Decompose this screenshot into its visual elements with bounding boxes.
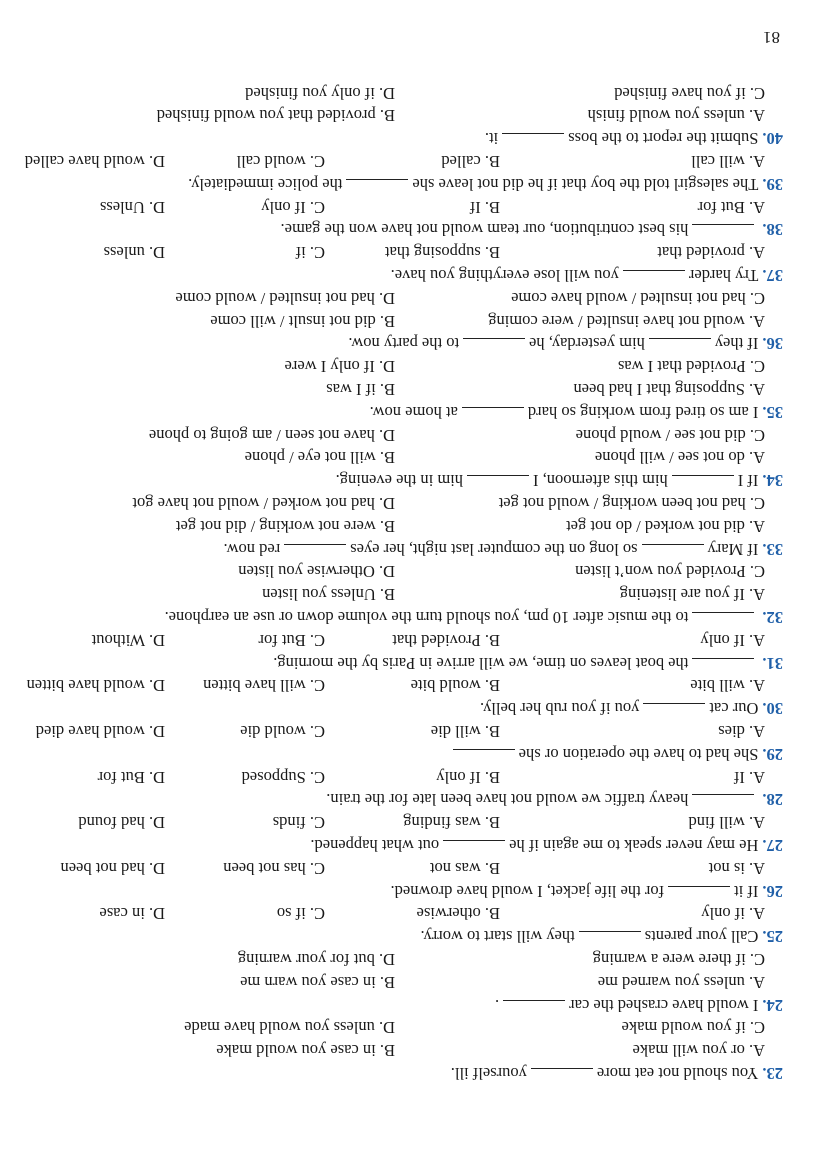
question-text: the police immediately. <box>188 174 343 194</box>
answer-option: D. Without <box>91 630 165 650</box>
question-text: they will start to worry. <box>420 927 575 947</box>
question-text: his best contribution, our team would not have won the game. <box>280 220 689 240</box>
answer-option: C. if you have finished <box>614 83 765 103</box>
answer-option: B. in case you would make <box>216 1041 395 1061</box>
answer-option: A. dies <box>718 722 765 741</box>
question-line <box>310 834 783 856</box>
answer-option: D. had found <box>78 813 165 833</box>
answer-option: A. will call <box>691 152 765 171</box>
question-number: 37. <box>762 266 783 285</box>
question-text: you if you rub her belly. <box>480 699 640 719</box>
question-text: Call your parents <box>644 927 759 947</box>
answer-option: D. had not insulted / would come <box>175 288 395 308</box>
answer-option: D. Unless <box>99 197 165 217</box>
question-text: yourself ill. <box>450 1064 527 1083</box>
answer-option: A. will bite <box>690 676 765 696</box>
answer-blank <box>284 544 346 559</box>
question-line <box>480 697 783 719</box>
answer-option: C. will have bitten <box>203 676 325 696</box>
question-line <box>370 401 783 423</box>
answer-option: C. finds <box>272 813 325 833</box>
question-number: 28. <box>762 790 783 810</box>
answer-option: A. But for <box>697 197 765 217</box>
question-line <box>326 788 783 810</box>
answer-option: C. if there were a warning <box>592 950 765 969</box>
question-line <box>451 1062 783 1084</box>
question-number: 32. <box>762 608 783 627</box>
answer-blank <box>531 1068 593 1083</box>
answer-option: A. do not see / will phone <box>594 448 765 468</box>
answer-blank <box>463 338 525 353</box>
answer-option: B. Unless you listen <box>262 585 395 605</box>
question-text: him in the evening. <box>335 471 464 491</box>
question-text: to the party now. <box>348 334 460 354</box>
question-number: 31. <box>762 653 783 673</box>
answer-option: C. would die <box>240 722 325 741</box>
question-line <box>391 264 783 286</box>
answer-option: C. had not insulted / would have come <box>511 288 765 308</box>
answer-option: B. will not eye / phone <box>244 448 395 468</box>
answer-option: C. Provided you won’t listen <box>575 562 765 582</box>
question-line <box>348 332 783 354</box>
question-text: You should not eat more <box>596 1064 759 1083</box>
answer-blank <box>643 703 705 718</box>
answer-option: D. Otherwise you listen <box>238 562 395 582</box>
page-number: 81 <box>763 28 780 47</box>
question-line <box>336 469 783 491</box>
question-number: 39. <box>762 174 783 194</box>
answer-option: A. did not worked / do not get <box>566 516 765 536</box>
question-text: the boat leaves on time, we will arrive in Paris by the morning. <box>273 653 689 673</box>
question-text: out what happened. <box>310 836 440 855</box>
answer-option: C. had not been working / would not get <box>498 494 765 513</box>
answer-blank <box>668 886 730 901</box>
question-number: 40. <box>762 129 783 149</box>
question-text: it. <box>484 129 499 149</box>
question-number: 30. <box>762 699 783 719</box>
answer-option: A. Supposing that I had been <box>573 380 765 399</box>
answer-option: D. But for <box>97 767 165 787</box>
answer-blank <box>443 840 505 855</box>
answer-option: A. unless you would finish <box>587 106 765 126</box>
question-text: Submit the report to the boss <box>568 129 759 149</box>
answer-blank <box>692 224 754 239</box>
answer-option: B. Provided that <box>392 630 500 650</box>
answer-option: D. unless you would have made <box>184 1018 395 1038</box>
question-line <box>273 652 783 674</box>
question-text: She had to have the operation or she <box>518 744 759 764</box>
answer-option: A. if only <box>701 904 765 924</box>
answer-option: C. If only <box>261 197 325 217</box>
answer-option: A. If <box>733 767 765 787</box>
answer-option: C. Provided that I was <box>617 357 765 377</box>
answer-option: A. will find <box>688 813 765 833</box>
answer-option: A. If you are listening <box>619 585 765 605</box>
question-number: 29. <box>762 744 783 764</box>
answer-option: A. or you will make <box>632 1041 765 1061</box>
question-text: I would have crashed the car <box>569 995 759 1015</box>
question-text: him yesterday, he <box>529 334 645 354</box>
answer-option: B. if I was <box>326 380 395 399</box>
question-line <box>224 538 783 560</box>
answer-option: A. is not <box>708 858 765 878</box>
question-text: to the music after 10 pm, you should turn the volume down or use an earphone. <box>164 608 689 627</box>
question-text: If Mary <box>707 539 759 559</box>
answer-option: A. unless you warned me <box>597 972 765 992</box>
question-text: for the life jacket, I would have drowned. <box>390 881 665 901</box>
question-number: 27. <box>762 836 783 855</box>
answer-option: D. would have bitten <box>26 676 165 696</box>
answer-option: B. was not <box>429 858 500 878</box>
answer-blank <box>692 794 754 809</box>
question-line <box>420 925 783 947</box>
question-number: 25. <box>762 927 783 947</box>
answer-blank <box>503 1000 565 1015</box>
answer-option: A. If only <box>700 630 765 650</box>
question-text: If they <box>714 334 759 354</box>
answer-blank <box>462 407 524 422</box>
answer-option: C. if so <box>276 904 325 924</box>
question-line <box>449 743 783 765</box>
question-number: 33. <box>762 539 783 559</box>
answer-option: A. provided that <box>657 243 765 263</box>
question-text: at home now. <box>369 402 458 422</box>
question-line <box>165 606 783 628</box>
answer-option: A. would not have insulted / were coming <box>488 311 765 331</box>
answer-blank <box>467 475 529 490</box>
question-number: 36. <box>762 334 783 354</box>
answer-blank <box>672 475 734 490</box>
answer-option: D. in case <box>99 904 165 924</box>
answer-option: B. in case you warn me <box>240 972 395 992</box>
answer-option: C. if you would make <box>621 1018 765 1038</box>
answer-option: C. Supposed <box>241 767 325 787</box>
question-text: I am so tired from working so hard <box>527 402 759 422</box>
answer-option: C. But for <box>258 630 325 650</box>
question-text: Our cat <box>709 699 759 719</box>
answer-blank <box>692 612 754 627</box>
question-text: He may never speak to me again if he <box>509 836 759 855</box>
answer-blank <box>649 338 711 353</box>
answer-option: D. had not worked / would not have got <box>132 494 395 513</box>
question-text: heavy traffic we would not have been late for the train. <box>326 790 689 810</box>
question-line <box>281 218 783 240</box>
answer-option: D. would have called <box>24 152 165 171</box>
question-number: 38. <box>762 220 783 240</box>
answer-option: D. have not seen / am going to phone <box>148 425 395 445</box>
answer-option: C. if <box>295 243 325 263</box>
answer-option: D. If only I were <box>284 357 395 377</box>
answer-blank <box>502 133 564 148</box>
answer-option: D. had not been <box>60 858 165 878</box>
answer-option: C. has not been <box>223 858 325 878</box>
answer-option: C. would call <box>236 152 325 171</box>
question-number: 26. <box>762 881 783 901</box>
question-text: Try harder <box>688 266 759 285</box>
answer-option: B. will die <box>430 722 500 741</box>
question-text: If it <box>734 881 759 901</box>
question-number: 35. <box>762 402 783 422</box>
question-text: If I <box>737 471 759 491</box>
question-text: The salesgirl told the boy that if he did not leave she <box>412 174 759 194</box>
answer-option: B. were not working / did not get <box>175 516 395 536</box>
answer-blank <box>579 931 641 946</box>
answer-option: D. unless <box>103 243 165 263</box>
question-number: 34. <box>762 471 783 491</box>
question-text: . <box>495 995 500 1015</box>
answer-blank <box>642 544 704 559</box>
answer-option: B. would bite <box>410 676 500 696</box>
question-text: so long on the computer last night, her eyes <box>350 539 638 559</box>
question-line <box>485 127 783 149</box>
question-text: him this afternoon, I <box>533 471 668 491</box>
question-number: 23. <box>762 1064 783 1083</box>
answer-option: C. did not see / would phone <box>575 425 765 445</box>
question-line <box>495 994 783 1016</box>
answer-option: B. called <box>441 152 500 171</box>
answer-option: B. was finding <box>403 813 500 833</box>
answer-option: D. but for your warning <box>237 950 395 969</box>
answer-option: B. If only <box>436 767 500 787</box>
question-number: 24. <box>762 995 783 1015</box>
answer-blank <box>623 270 685 285</box>
answer-option: D. would have died <box>35 722 165 741</box>
answer-blank <box>346 179 408 194</box>
question-line <box>391 880 783 902</box>
answer-blank <box>453 749 515 764</box>
question-text: red now. <box>223 539 281 559</box>
answer-option: B. supposing that <box>384 243 500 263</box>
answer-blank <box>692 658 754 673</box>
question-line <box>188 173 783 195</box>
answer-option: B. provided that you would finished <box>156 106 395 126</box>
question-text: you will lose everything you have. <box>390 266 619 285</box>
answer-option: B. otherwise <box>416 904 500 924</box>
answer-option: B. If <box>469 197 500 217</box>
answer-option: B. did not insult / will come <box>210 311 395 331</box>
answer-option: D. if only you finished <box>245 83 395 103</box>
